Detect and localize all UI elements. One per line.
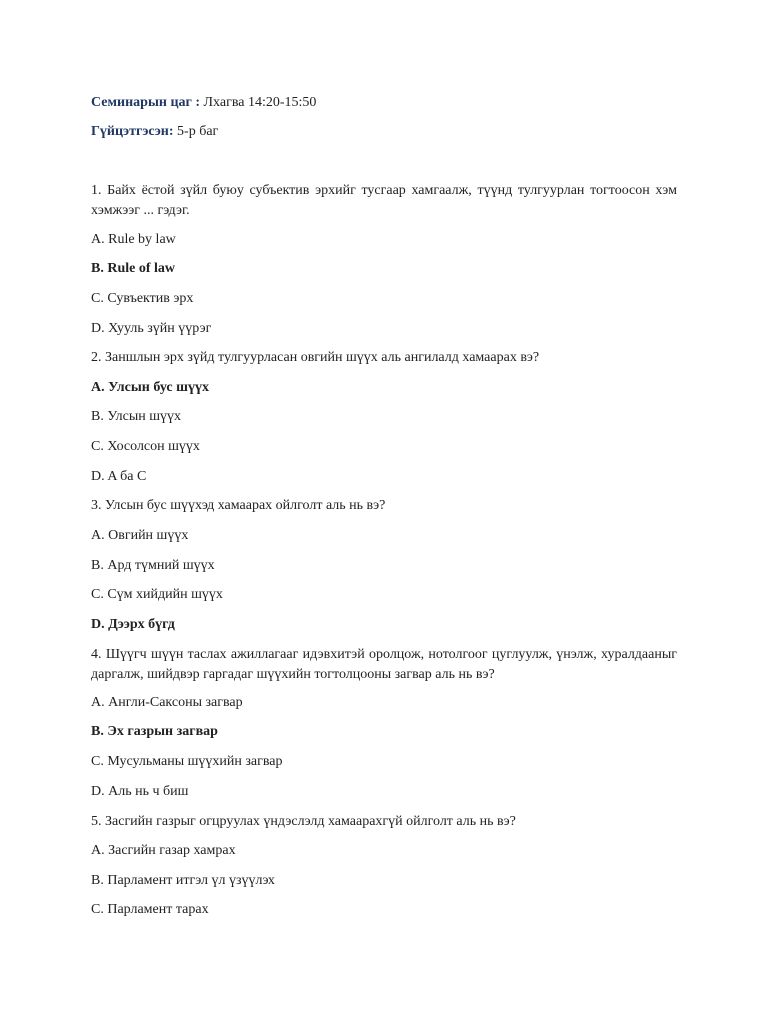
question-2-text: 2. Заншлын эрх зүйд тулгуурласан овгийн шүүх аль ангилалд хамаарах вэ? bbox=[91, 350, 540, 365]
q2-option-b: B. Улсын шүүх bbox=[91, 409, 182, 424]
q2-option-a-answer: A. Улсын бус шүүх bbox=[91, 380, 209, 395]
q4-option-d: D. Аль нь ч биш bbox=[91, 784, 189, 799]
prepared-by-label: Гүйцэтгэсэн: bbox=[91, 124, 174, 139]
seminar-time-label: Семинарын цаг : bbox=[91, 95, 201, 110]
question-4-text: 4. Шүүгч шүүн таслах ажиллагааг идэвхитэй оролцож, нотолгоог цуглуулж, үнэлж, хуралдааныг даргалж, шийдвэр гаргадаг шүүхийн тогтолцооны загвар аль нь вэ? bbox=[91, 647, 677, 682]
q4-option-a: A. Англи-Саксоны загвар bbox=[91, 695, 243, 710]
q1-option-a: A. Rule by law bbox=[91, 232, 176, 247]
q3-option-a: A. Овгийн шүүх bbox=[91, 528, 189, 543]
q4-option-b-answer: B. Эх газрын загвар bbox=[91, 724, 218, 739]
q1-option-c: C. Сувъектив эрх bbox=[91, 291, 194, 306]
q5-option-b: B. Парламент итгэл үл үзүүлэх bbox=[91, 873, 275, 888]
q3-option-c: C. Сүм хийдийн шүүх bbox=[91, 587, 223, 602]
question-3-text: 3. Улсын бус шүүхэд хамаарах ойлголт аль нь вэ? bbox=[91, 498, 386, 513]
q5-option-c: C. Парламент тарах bbox=[91, 902, 209, 917]
seminar-time bbox=[91, 94, 316, 112]
question-5-text: 5. Засгийн газрыг огцруулах үндэслэлд хамаарахгүй ойлголт аль нь вэ? bbox=[91, 814, 516, 829]
prepared-by bbox=[91, 123, 218, 141]
q3-option-d-answer: D. Дээрх бүгд bbox=[91, 617, 175, 632]
question-1-text: 1. Байх ёстой зүйл буюу субъектив эрхийг тусгаар хамгаалж, түүнд тулгуурлан тогтоосон хэм хэмжээг ... гэдэг. bbox=[91, 183, 677, 218]
q2-option-c: C. Хосолсон шүүх bbox=[91, 439, 200, 454]
q2-option-d: D. A ба C bbox=[91, 469, 147, 484]
prepared-by-value: 5-р баг bbox=[173, 124, 219, 139]
q3-option-b: B. Ард түмний шүүх bbox=[91, 558, 215, 573]
q1-option-b-answer: B. Rule of law bbox=[91, 261, 175, 276]
q5-option-a: A. Засгийн газар хамрах bbox=[91, 843, 236, 858]
seminar-time-value: Лхагва 14:20-15:50 bbox=[200, 95, 317, 110]
q1-option-d: D. Хууль зүйн үүрэг bbox=[91, 321, 212, 336]
q4-option-c: C. Мусульманы шүүхийн загвар bbox=[91, 754, 283, 769]
